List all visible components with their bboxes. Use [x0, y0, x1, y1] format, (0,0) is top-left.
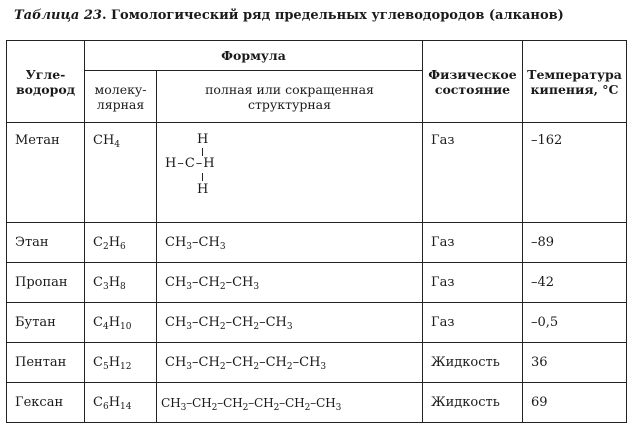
cell-structural: $CH_3-CH_2-CH_2-CH_3$ — [157, 303, 423, 343]
cell-structural: $CH_3-CH_3$ — [157, 223, 423, 263]
cell-temp: –89 — [523, 223, 627, 263]
cell-temp: –0,5 — [523, 303, 627, 343]
cell-name: Пентан — [7, 343, 85, 383]
cell-structural: $CH_3-CH_2-CH_2-CH_2-CH_3$ — [157, 343, 423, 383]
table-row — [7, 303, 627, 343]
cell-molecular: $CH_4$ — [85, 123, 157, 223]
cell-state: Газ — [423, 303, 523, 343]
cell-temp: 36 — [523, 343, 627, 383]
caption-title: . Гомологический ряд предельных углеводородов (алканов) — [101, 8, 564, 23]
cell-name: Пропан — [7, 263, 85, 303]
cell-name: Этан — [7, 223, 85, 263]
cell-temp: –162 — [523, 123, 627, 223]
cell-structural: $CH_3-CH_2-CH_2-CH_2-CH_2-CH_3$ — [157, 383, 423, 423]
cell-state: Жидкость — [423, 383, 523, 423]
alkanes-table — [6, 40, 627, 423]
table-row — [7, 223, 627, 263]
cell-molecular: $C_2H_6$ — [85, 223, 157, 263]
table-row — [7, 263, 627, 303]
header-molecular: молеку- лярная — [85, 71, 157, 123]
table-row — [7, 123, 627, 223]
cell-state: Газ — [423, 123, 523, 223]
header-row-1 — [7, 41, 627, 71]
table-row — [7, 383, 627, 423]
cell-name: Гексан — [7, 383, 85, 423]
header-state: Физическое состояние — [423, 41, 523, 123]
cell-molecular: $C_6H_{14}$ — [85, 383, 157, 423]
cell-structural — [157, 123, 423, 223]
cell-state: Газ — [423, 223, 523, 263]
cell-structural: $CH_3-CH_2-CH_3$ — [157, 263, 423, 303]
cell-state: Газ — [423, 263, 523, 303]
header-boiling-temp: Температура кипения, °С — [523, 41, 627, 123]
cell-molecular: $C_3H_8$ — [85, 263, 157, 303]
caption-label: Таблица 23 — [14, 8, 102, 23]
cell-name: Бутан — [7, 303, 85, 343]
cell-temp: 69 — [523, 383, 627, 423]
table-caption — [14, 8, 564, 23]
cell-state: Жидкость — [423, 343, 523, 383]
header-formula: Формула — [85, 41, 423, 71]
header-hydrocarbon: Угле- водород — [7, 41, 85, 123]
cell-molecular: $C_4H_{10}$ — [85, 303, 157, 343]
cell-name: Метан — [7, 123, 85, 223]
table-row — [7, 343, 627, 383]
cell-molecular: $C_5H_{12}$ — [85, 343, 157, 383]
methane-structure: H H–C–H H — [165, 132, 216, 197]
header-structural: полная или сокращенная структурная — [157, 71, 423, 123]
cell-temp: –42 — [523, 263, 627, 303]
